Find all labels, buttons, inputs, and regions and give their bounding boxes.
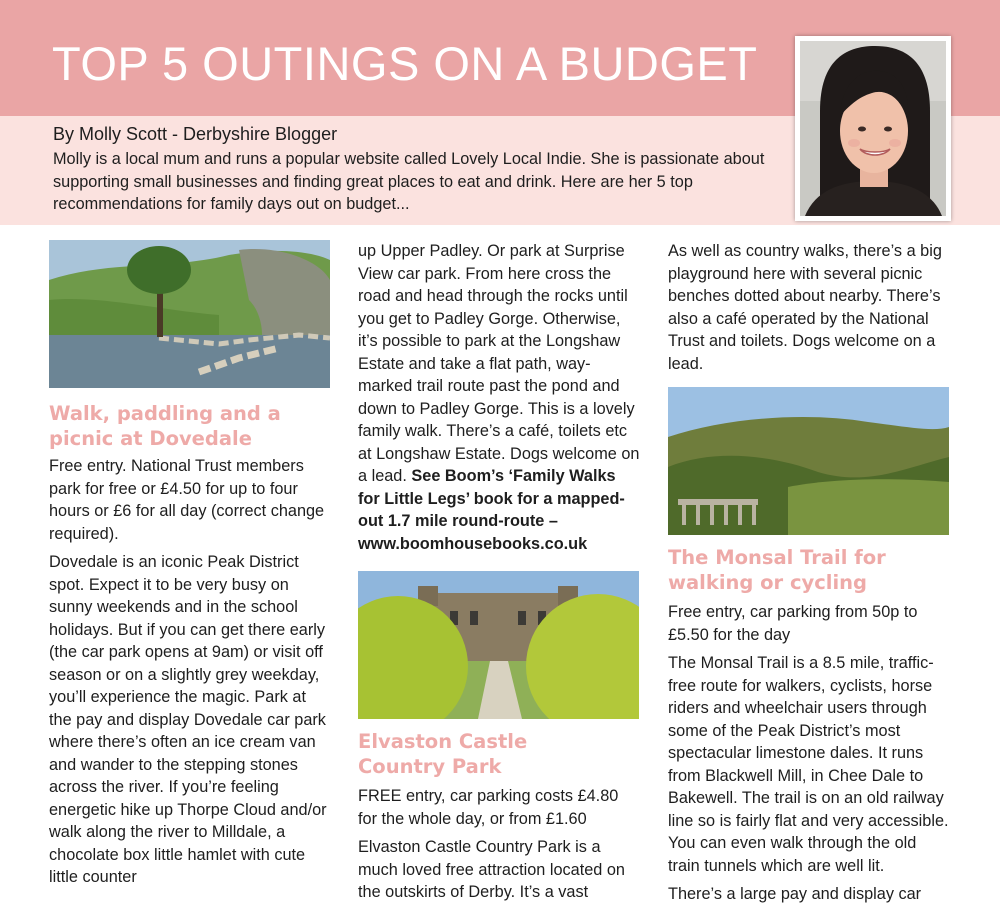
padley-text: up Upper Padley. Or park at Surprise View car park. From here cross the road and head through the rocks until you get to Padley Gorge. Otherwise, it’s possible to park at the Longshaw Estate and take a flat path, way-marked trail route past the pond and down to Padley Gorge. This is a lovely family walk. There’s a café, toilets etc at Longshaw Estate. Dogs welcome on a lead. <box>358 242 640 485</box>
monsal-body: The Monsal Trail is a 8.5 mile, traffic-free route for walkers, cyclists, horse riders and wheelchair users through some of the Peak District’s most spectacular limestone dales. It runs from Blackwell Mill, in Chee Dale to Bakewell. The trail is on an old railway line so is fairly flat and very accessible. You can even walk through the old train tunnels which are well lit. <box>668 654 949 875</box>
monsal-photo <box>668 387 949 535</box>
column-monsal <box>668 240 950 906</box>
elvaston-heading-line2: Country Park <box>358 755 502 778</box>
dovedale-photo <box>49 240 330 388</box>
page-title: TOP 5 OUTINGS ON A BUDGET <box>52 37 758 90</box>
column-dovedale <box>49 240 331 889</box>
elvaston-body: Elvaston Castle Country Park is a much loved free attraction located on the outskirts of Derby. It’s a vast <box>358 838 625 901</box>
dovedale-heading-line2: picnic at Dovedale <box>49 427 252 450</box>
dovedale-entry-info: Free entry. National Trust members park for free or £4.50 for up to four hours or £6 for all day (correct change required). <box>49 457 325 543</box>
intro-text: Molly is a local mum and runs a popular website called Lovely Local Indie. She is passionate about supporting small businesses and finding great places to eat and drink. Here are her 5 top recommendations for family days out on budget... <box>53 150 765 213</box>
author-portrait <box>795 36 951 221</box>
dovedale-heading <box>49 401 331 451</box>
boom-book-promo: See Boom’s ‘Family Walks for Little Legs’ book for a mapped-out 1.7 mile round-route – www.boomhousebooks.co.uk <box>358 467 625 553</box>
column-middle <box>358 240 640 904</box>
monsal-heading <box>668 545 950 595</box>
elvaston-heading-line1: Elvaston Castle <box>358 730 528 753</box>
monsal-heading-line1: The Monsal Trail for <box>668 546 886 569</box>
author-photo <box>800 41 946 216</box>
monsal-body-continued: There’s a large pay and display car <box>668 885 922 903</box>
dovedale-body: Dovedale is an iconic Peak District spot. Expect it to be very busy on sunny weekends and in the school holidays. But if you can get there early (the car park opens at 9am) or visit off season or on a slightly grey weekday, you’ll experience the magic. Park at the pay and display Dovedale car park where there’s often an ice cream van and wander to the stepping stones across the river. If you’re feeling energetic hike up Thorpe Cloud and/or walk along the river to Milldale, a chocolate box little hamlet with cute little counter <box>49 553 327 886</box>
elvaston-heading <box>358 729 640 779</box>
padley-body <box>358 240 640 555</box>
elvaston-entry-info: FREE entry, car parking costs £4.80 for the whole day, or from £1.60 <box>358 787 619 828</box>
monsal-heading-line2: walking or cycling <box>668 571 867 594</box>
dovedale-heading-line1: Walk, paddling and a <box>49 402 281 425</box>
elvaston-continued-body: As well as country walks, there’s a big playground here with several picnic benches dotted about nearby. There’s also a café operated by the National Trust and toilets. Dogs welcome on a lead. <box>668 242 942 373</box>
monsal-entry-info: Free entry, car parking from 50p to £5.50 for the day <box>668 603 918 644</box>
elvaston-photo <box>358 571 639 719</box>
author-byline: By Molly Scott - Derbyshire Blogger <box>53 124 338 144</box>
